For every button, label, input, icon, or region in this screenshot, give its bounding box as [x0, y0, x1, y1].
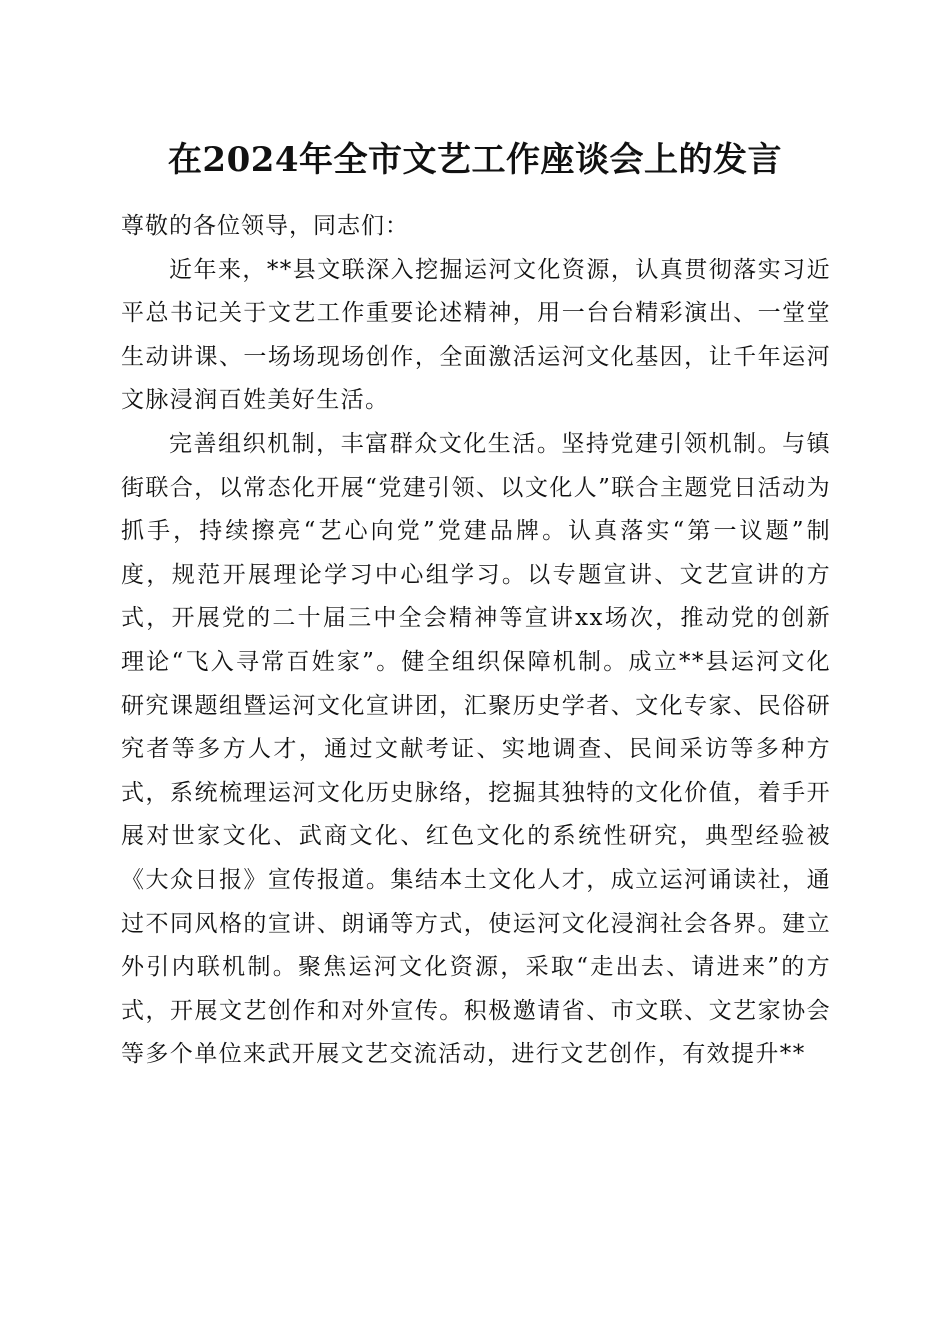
paragraph-intro: 近年来，**县文联深入挖掘运河文化资源，认真贯彻落实习近平总书记关于文艺工作重要论述精神，用一台台精彩演出、一堂堂生动讲课、一场场现场创作，全面激活运河文化基因，让千年运河文脉浸润百姓美好生活。 [121, 256, 831, 414]
document-title: 在2024年全市文艺工作座谈会上的发言 [167, 140, 783, 180]
salutation: 尊敬的各位领导，同志们： [121, 213, 409, 239]
document-body [121, 205, 831, 1077]
paragraph-organization-mechanism: 完善组织机制，丰富群众文化生活。坚持党建引领机制。与镇街联合，以常态化开展“党建引领、以文化人”联合主题党日活动为抓手，持续擦亮“艺心向党”党建品牌。认真落实“第一议题”制度，规范开展理论学习中心组学习。以专题宣讲、文艺宣讲的方式，开展党的二十届三中全会精神等宣讲xx场次，推动党的创新理论“飞入寻常百姓家”。健全组织保障机制。成立**县运河文化研究课题组暨运河文化宣讲团，汇聚历史学者、文化专家、民俗研究者等多方人才，通过文献考证、实地调查、民间采访等多种方式，系统梳理运河文化历史脉络，挖掘其独特的文化价值，着手开展对世家文化、武商文化、红色文化的系统性研究，典型经验被《大众日报》宣传报道。集结本土文化人才，成立运河诵读社，通过不同风格的宣讲、朗诵等方式，使运河文化浸润社会各界。建立外引内联机制。聚焦运河文化资源，采取“走出去、请进来”的方式，开展文艺创作和对外宣传。积极邀请省、市文联、文艺家协会等多个单位来武开展文艺交流活动，进行文艺创作，有效提升** [121, 430, 831, 1068]
